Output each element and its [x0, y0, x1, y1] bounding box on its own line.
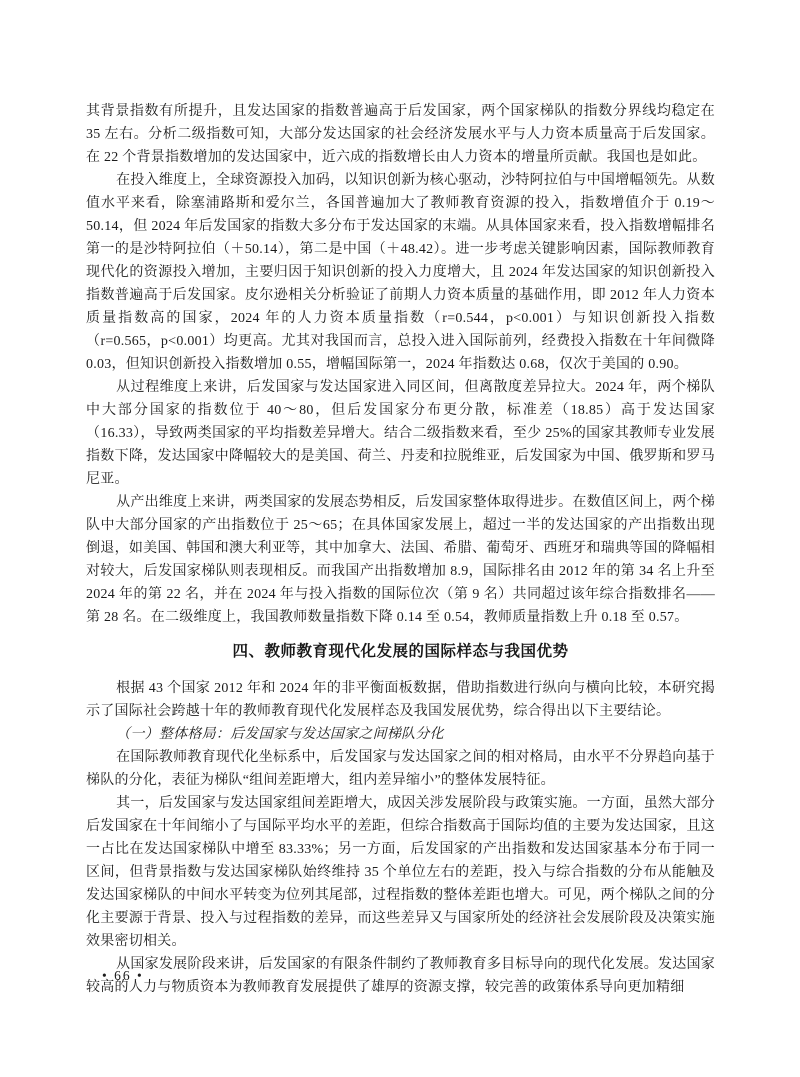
section-heading: 四、教师教育现代化发展的国际样态与我国优势	[232, 643, 569, 660]
paragraph-background-index: 其背景指数有所提升，且发达国家的指数普遍高于后发国家，两个国家梯队的指数分界线均稳定在 35 左右。分析二级指数可知，大部分发达国家的社会经济发展水平与人力资本质量高于后发国家。在 22 个背景指数增加的发达国家中，近六成的指数增长由人力资本的增量所贡献。我国也是如此。	[86, 104, 715, 165]
subsection-heading: （一）整体格局：后发国家与发达国家之间梯队分化	[116, 727, 444, 742]
paragraph-gap-widening: 其一，后发国家与发达国家组间差距增大，成因关涉发展阶段与政策实施。一方面，虽然大部分后发国家在十年间缩小了与国际平均水平的差距，但综合指数高于国际均值的主要为发达国家，且这一占比在发达国家梯队中增至 83.33%；另一方面，后发国家的产出指数和发达国家基本分布于同一区间，但背景指数与发达国家梯队始终维持 35 个单位左右的差距，投入与综合指数的分布从能触及发达国家梯队的中间水平转变为位列其尾部，过程指数的整体差距也增大。可见，两个梯队之间的分化主要源于背景、投入与过程指数的差异，而这些差异又与国家所处的经济社会发展阶段及决策实施效果密切相关。	[86, 796, 715, 949]
paragraph-section-intro: 根据 43 个国家 2012 年和 2024 年的非平衡面板数据，借助指数进行纵向与横向比较，本研究揭示了国际社会跨越十年的教师教育现代化发展样态及我国发展优势，综合得出以下主要结论。	[86, 681, 715, 719]
paragraph-development-stage: 从国家发展阶段来讲，后发国家的有限条件制约了教师教育多目标导向的现代化发展。发达国家较高的人力与物质资本为教师教育发展提供了雄厚的资源支撑，较完善的政策体系导向更加精细	[86, 957, 715, 995]
text-column	[86, 100, 715, 999]
paragraph-overall-pattern: 在国际教师教育现代化坐标系中，后发国家与发达国家之间的相对格局，由水平不分界趋向基于梯队的分化，表征为梯队“组间差距增大，组内差异缩小”的整体发展特征。	[86, 750, 715, 788]
page-number: • 66 •	[102, 968, 144, 983]
paragraph-process-dimension: 从过程维度上来讲，后发国家与发达国家进入同区间，但离散度差异拉大。2024 年，两个梯队中大部分国家的指数位于 40～80，但后发国家分布更分散，标准差（18.85）高于发达国家（16.33），导致两类国家的平均指数差异增大。结合二级指数来看，至少 25%的国家其教师专业发展指数下降，发达国家中降幅较大的是美国、荷兰、丹麦和拉脱维亚，后发国家为中国、俄罗斯和罗马尼亚。	[86, 380, 715, 487]
paragraph-output-dimension: 从产出维度上来讲，两类国家的发展态势相反，后发国家整体取得进步。在数值区间上，两个梯队中大部分国家的产出指数位于 25～65；在具体国家发展上，超过一半的发达国家的产出指数出现倒退，如美国、韩国和澳大利亚等，其中加拿大、法国、希腊、葡萄牙、西班牙和瑞典等国的降幅相对较大，后发国家梯队则表现相反。而我国产出指数增加 8.9，国际排名由 2012 年的第 34 名上升至 2024 年的第 22 名，并在 2024 年与投入指数的国际位次（第 9 名）共同超过该年综合指数排名——第 28 名。在二级维度上，我国教师数量指数下降 0.14 至 0.54，教师质量指数上升 0.18 至 0.57。	[86, 495, 715, 625]
paragraph-input-dimension: 在投入维度上，全球资源投入加码，以知识创新为核心驱动，沙特阿拉伯与中国增幅领先。从数值水平来看，除塞浦路斯和爱尔兰，各国普遍加大了教师教育资源的投入，指数增值介于 0.19～50.14，但 2024 年后发国家的指数大多分布于发达国家的末端。从具体国家来看，投入指数增幅排名第一的是沙特阿拉伯（＋50.14），第二是中国（＋48.42）。进一步考虑关键影响因素，国际教师教育现代化的资源投入增加，主要归因于知识创新的投入力度增大，且 2024 年发达国家的知识创新投入指数普遍高于后发国家。皮尔逊相关分析验证了前期人力资本质量的基础作用，即 2012 年人力资本质量指数高的国家，2024 年的人力资本质量指数（r=0.544，p<0.001）与知识创新投入指数（r=0.565，p<0.001）均更高。尤其对我国而言，总投入进入国际前列，经费投入指数在十年间微降 0.03，但知识创新投入指数增加 0.55，增幅国际第一，2024 年指数达 0.68，仅次于美国的 0.90。	[86, 173, 715, 372]
